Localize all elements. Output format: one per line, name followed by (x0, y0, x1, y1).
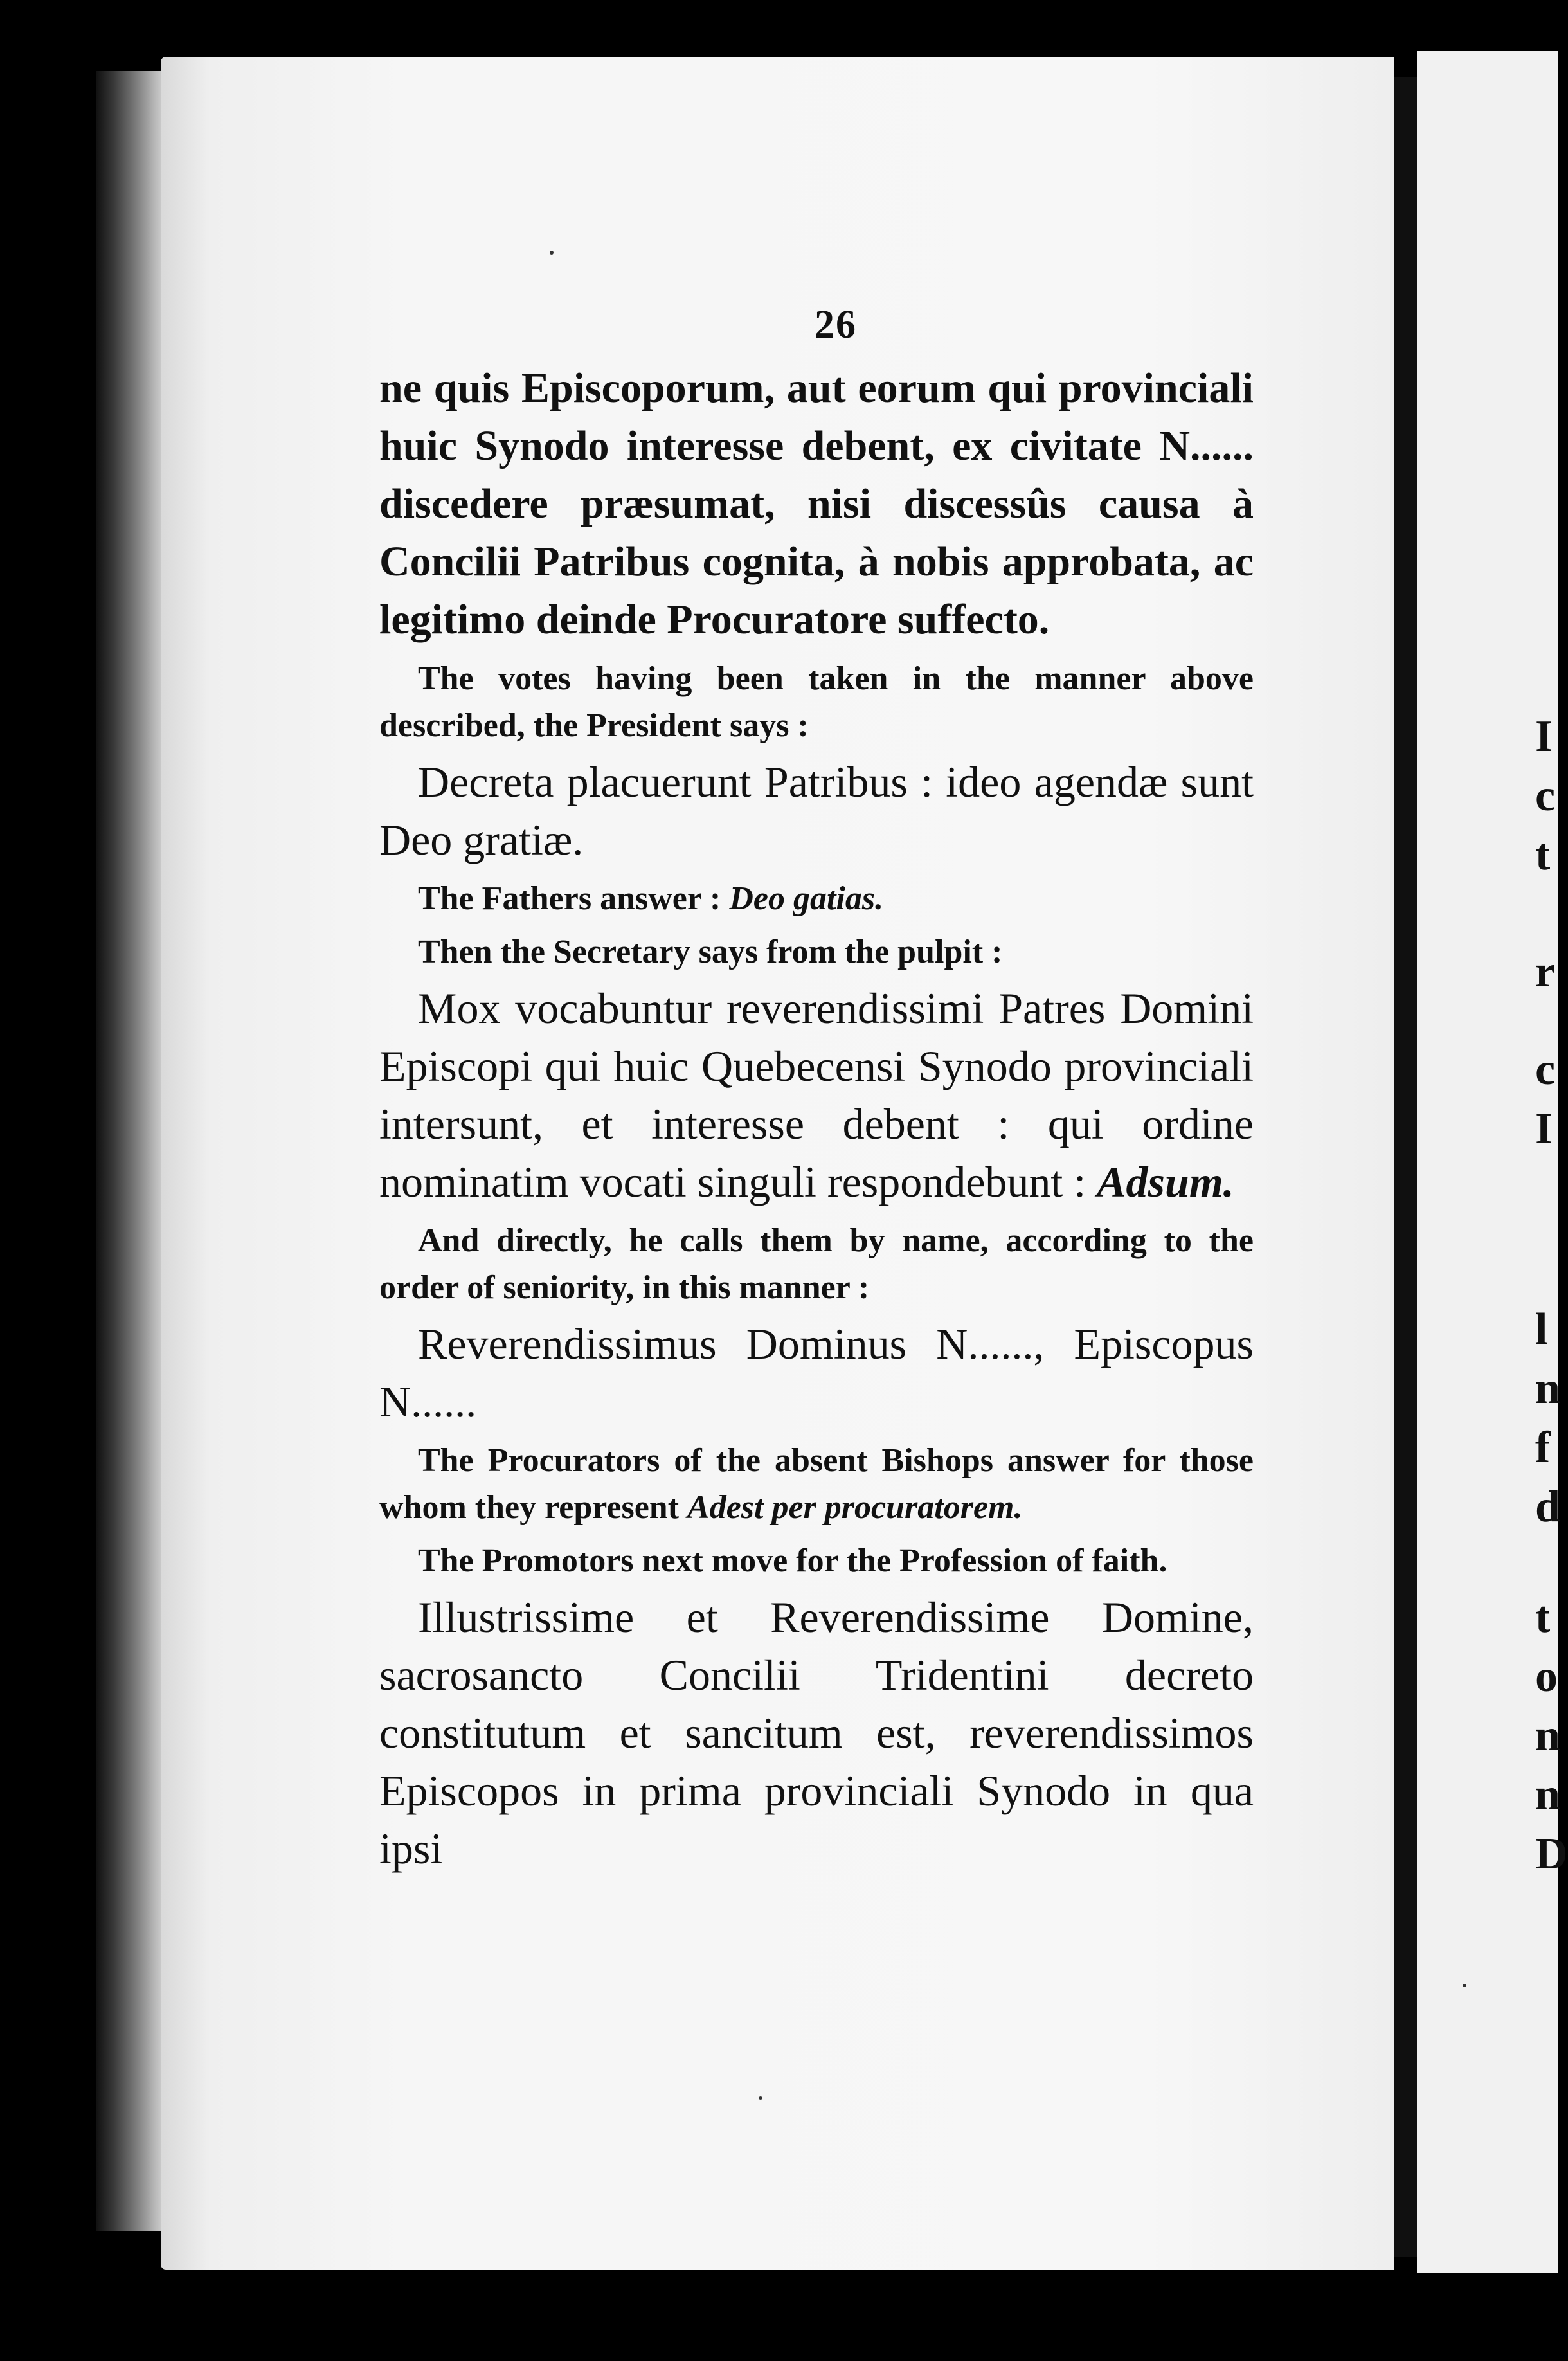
page-number: 26 (815, 303, 857, 347)
latin-paragraph (379, 979, 1254, 1211)
latin-text: Mox vocabuntur reverendissimi Patres Domini Episcopi qui huic Quebecensi Synodo provinciali intersunt, et interesse debent : qui ordine nominatim vocati singuli respondebunt : (379, 984, 1254, 1206)
latin-paragraph: Decreta placuerunt Patribus : ideo agendæ sunt Deo gratiæ. (379, 757, 1254, 864)
edge-glyph: t (1535, 830, 1551, 880)
edge-glyph: I (1535, 1104, 1553, 1153)
dust-speck (1463, 1984, 1466, 1987)
rubric-paragraph (379, 875, 1254, 922)
latin-paragraph: Reverendissimus Dominus N......, Episcopus N...... (379, 1319, 1254, 1426)
edge-glyph: n (1535, 1711, 1560, 1760)
edge-glyph: n (1535, 1770, 1560, 1820)
edge-glyph: l (1535, 1305, 1548, 1354)
book-spine-edge (96, 71, 167, 2231)
rubric-paragraph: Then the Secretary says from the pulpit : (418, 934, 1003, 970)
rubric-paragraph (379, 1437, 1254, 1531)
edge-glyph: n (1535, 1364, 1560, 1413)
latin-paragraph: Illustrissime et Reverendissime Domine, sacrosancto Concilii Tridentini decreto constitutum et sancitum est, reverendissimos Episcopos in prima provinciali Synodo in qua ipsi (379, 1593, 1254, 1873)
edge-glyph: D (1535, 1829, 1568, 1879)
facing-page-partial-text (1535, 707, 1568, 1884)
rubric-paragraph: The votes having been taken in the manner above described, the President says : (379, 660, 1254, 744)
edge-glyph: t (1535, 1593, 1551, 1642)
dust-speck (550, 251, 554, 255)
rubric-text: The Procurators of the absent Bishops answer for those whom they represent (379, 1442, 1254, 1526)
edge-glyph: o (1535, 1652, 1558, 1701)
edge-glyph: r (1535, 947, 1556, 997)
rubric-text: The Fathers answer : (418, 880, 721, 917)
edge-glyph: c (1535, 771, 1556, 820)
rubric-italic: Adest per procuratorem. (687, 1489, 1023, 1526)
edge-glyph: f (1535, 1423, 1551, 1472)
rubric-paragraph: And directly, he calls them by name, according to the order of seniority, in this manner : (379, 1222, 1254, 1306)
latin-paragraph: ne quis Episcoporum, aut eorum qui provinciali huic Synodo interesse debent, ex civitate N...... discedere præsumat, nisi discessûs causa à Concilii Patribus cognita, à nobis approbata, ac legitimo deinde Procuratore suffecto. (379, 365, 1254, 643)
page-content (379, 302, 1254, 1877)
page-gutter-shadow (1394, 77, 1419, 2257)
edge-glyph: c (1535, 1045, 1556, 1094)
rubric-paragraph: The Promotors next move for the Profession of faith. (418, 1542, 1167, 1579)
dust-speck (759, 2096, 762, 2100)
edge-glyph: I (1535, 712, 1553, 761)
latin-italic: Adsum. (1097, 1157, 1234, 1206)
edge-glyph: d (1535, 1482, 1560, 1532)
rubric-italic: Deo gatias. (729, 880, 884, 917)
